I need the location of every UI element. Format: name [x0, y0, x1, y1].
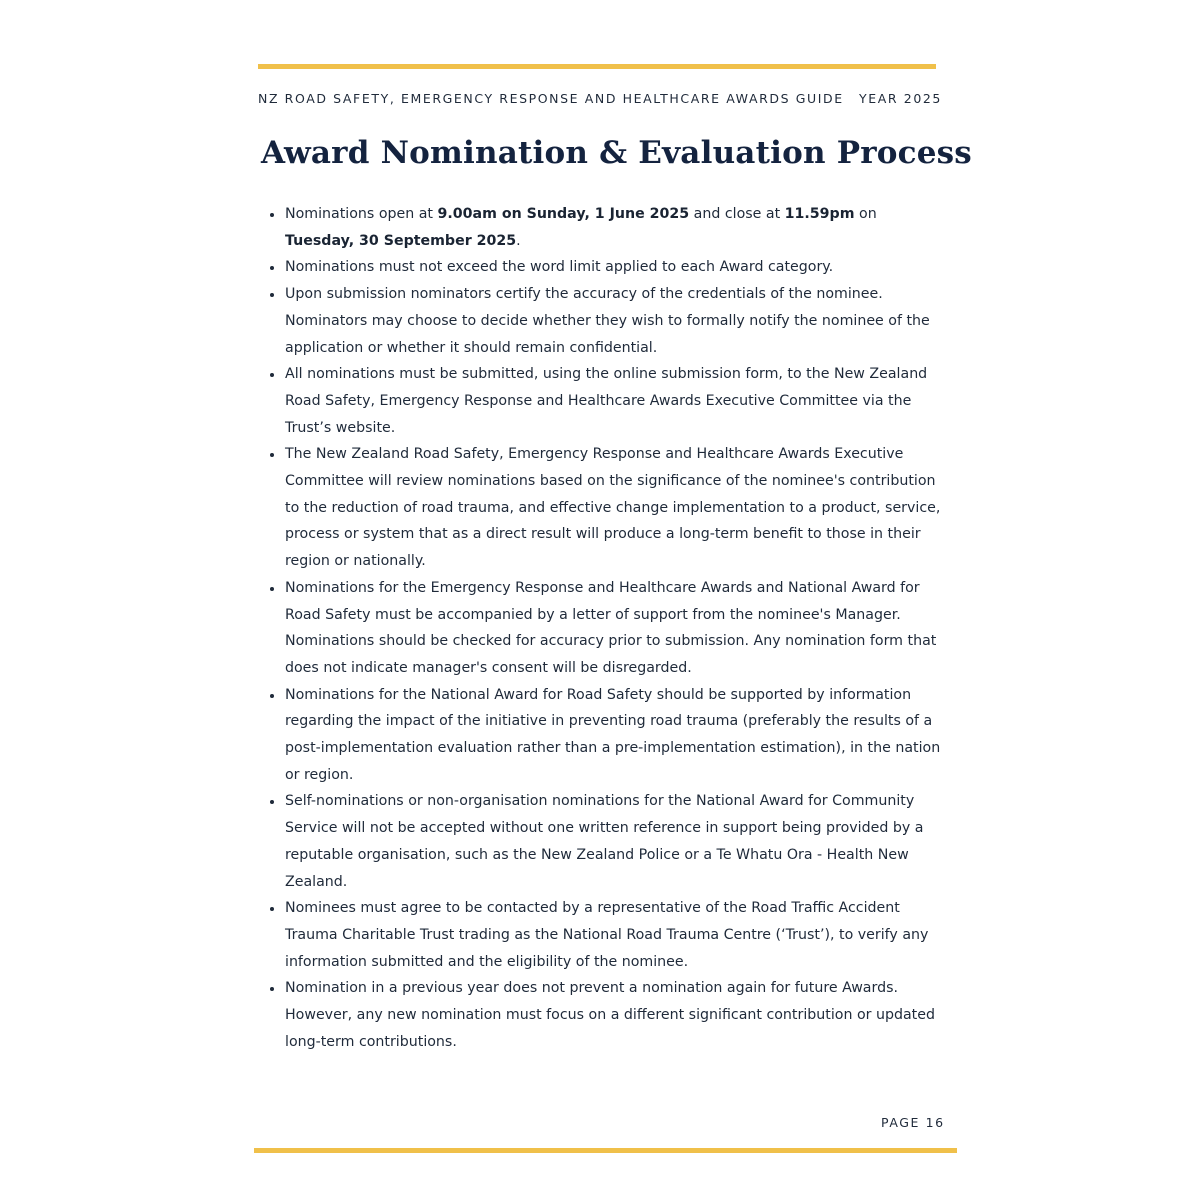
list-item: Upon submission nominators certify the accuracy of the credentials of the nominee. Nominators may choose to decide whether they wish to formally notify the nominee of the application or whether it should remain confidential. [285, 281, 945, 361]
close-date: Tuesday, 30 September 2025 [285, 232, 517, 249]
bullet-text: and close at [689, 206, 785, 222]
list-item: Nomination in a previous year does not prevent a nomination again for future Awards. However, any new nomination must focus on a different significant contribution or updated long-term contributions. [285, 975, 945, 1055]
top-accent-rule [258, 64, 936, 69]
guide-year: YEAR 2025 [859, 91, 942, 106]
bullet-text: on [854, 206, 877, 222]
list-item: Nominees must agree to be contacted by a representative of the Road Traffic Accident Trauma Charitable Trust trading as the National Road Trauma Centre (‘Trust’), to verify any information submitted and the eligibility of the nominee. [285, 895, 945, 975]
bullet-text: . [516, 232, 521, 249]
list-item: Nominations for the Emergency Response and Healthcare Awards and National Award for Road Safety must be accompanied by a letter of support from the nominee's Manager. Nominations should be checked for accuracy prior to submission. Any nomination form that does not indicate manager's consent will be disregarded. [285, 575, 945, 682]
bullet-text: Nominations open at [285, 206, 438, 222]
bottom-accent-rule [254, 1148, 957, 1153]
page-title: Award Nomination & Evaluation Process [261, 135, 972, 171]
guide-title: NZ ROAD SAFETY, EMERGENCY RESPONSE AND HEALTHCARE AWARDS GUIDE [258, 91, 844, 106]
nomination-rules-list [285, 201, 945, 1056]
list-item: Nominations for the National Award for Road Safety should be supported by information regarding the impact of the initiative in preventing road trauma (preferably the results of a post-implementation evaluation rather than a pre-implementation estimation), in the nation or region. [285, 682, 945, 789]
list-item: Nominations must not exceed the word limit applied to each Award category. [285, 254, 945, 281]
open-date: 9.00am on Sunday, 1 June 2025 [437, 206, 690, 222]
running-header [258, 91, 942, 106]
list-item: The New Zealand Road Safety, Emergency Response and Healthcare Awards Executive Committee will review nominations based on the significance of the nominee's contribution to the reduction of road trauma, and effective change implementation to a product, service, process or system that as a direct result will produce a long-term benefit to those in their region or nationally. [285, 441, 945, 575]
list-item [285, 201, 945, 254]
page-number: PAGE 16 [881, 1115, 945, 1130]
close-time: 11.59pm [784, 206, 855, 222]
list-item: All nominations must be submitted, using the online submission form, to the New Zealand Road Safety, Emergency Response and Healthcare Awards Executive Committee via the Trust’s website. [285, 361, 945, 441]
list-item: Self-nominations or non-organisation nominations for the National Award for Community Service will not be accepted without one written reference in support being provided by a reputable organisation, such as the New Zealand Police or a Te Whatu Ora - Health New Zealand. [285, 788, 945, 895]
